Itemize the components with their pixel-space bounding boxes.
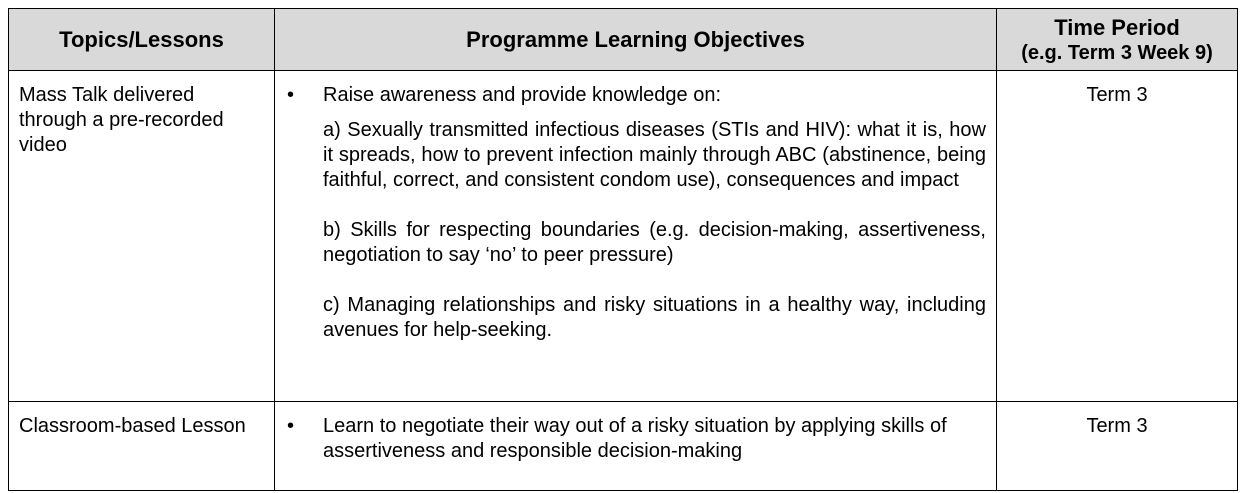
header-objectives: Programme Learning Objectives xyxy=(275,9,997,71)
table-row xyxy=(9,402,1238,491)
objective-item-b: b) Skills for respecting boundaries (e.g. decision-making, assertiveness, negotiation to say ‘no’ to peer pressure) xyxy=(323,219,986,266)
header-row xyxy=(9,9,1238,71)
objective-text: Raise awareness and provide knowledge on: xyxy=(323,84,722,106)
lesson-plan-table xyxy=(8,8,1238,491)
objective-item-c: c) Managing relationships and risky situations in a healthy way, including avenues for help-seeking. xyxy=(323,294,986,341)
term-cell: Term 3 xyxy=(997,402,1238,491)
term-cell: Term 3 xyxy=(997,71,1238,402)
table-row xyxy=(9,71,1238,402)
objective-text: Learn to negotiate their way out of a risky situation by applying skills of assertiveness and responsible decision-making xyxy=(323,415,947,462)
objective-bullet xyxy=(285,83,986,108)
objective-bullet xyxy=(285,414,986,464)
time-period-title: Time Period xyxy=(1054,14,1180,40)
bullet-icon: • xyxy=(287,415,295,437)
time-period-example: (e.g. Term 3 Week 9) xyxy=(1021,41,1213,64)
topic-cell: Classroom-based Lesson xyxy=(9,402,275,491)
objectives-cell xyxy=(275,71,997,402)
objective-item-a: a) Sexually transmitted infectious diseases (STIs and HIV): what it is, how it spreads, how to prevent infection mainly through ABC (abstinence, being faithful, correct, and consistent condom use), consequences and impact xyxy=(323,119,986,191)
bullet-icon: • xyxy=(287,84,295,106)
objectives-cell xyxy=(275,402,997,491)
header-topics: Topics/Lessons xyxy=(9,9,275,71)
topic-cell: Mass Talk delivered through a pre-recorded video xyxy=(9,71,275,402)
header-time-period xyxy=(997,9,1238,71)
